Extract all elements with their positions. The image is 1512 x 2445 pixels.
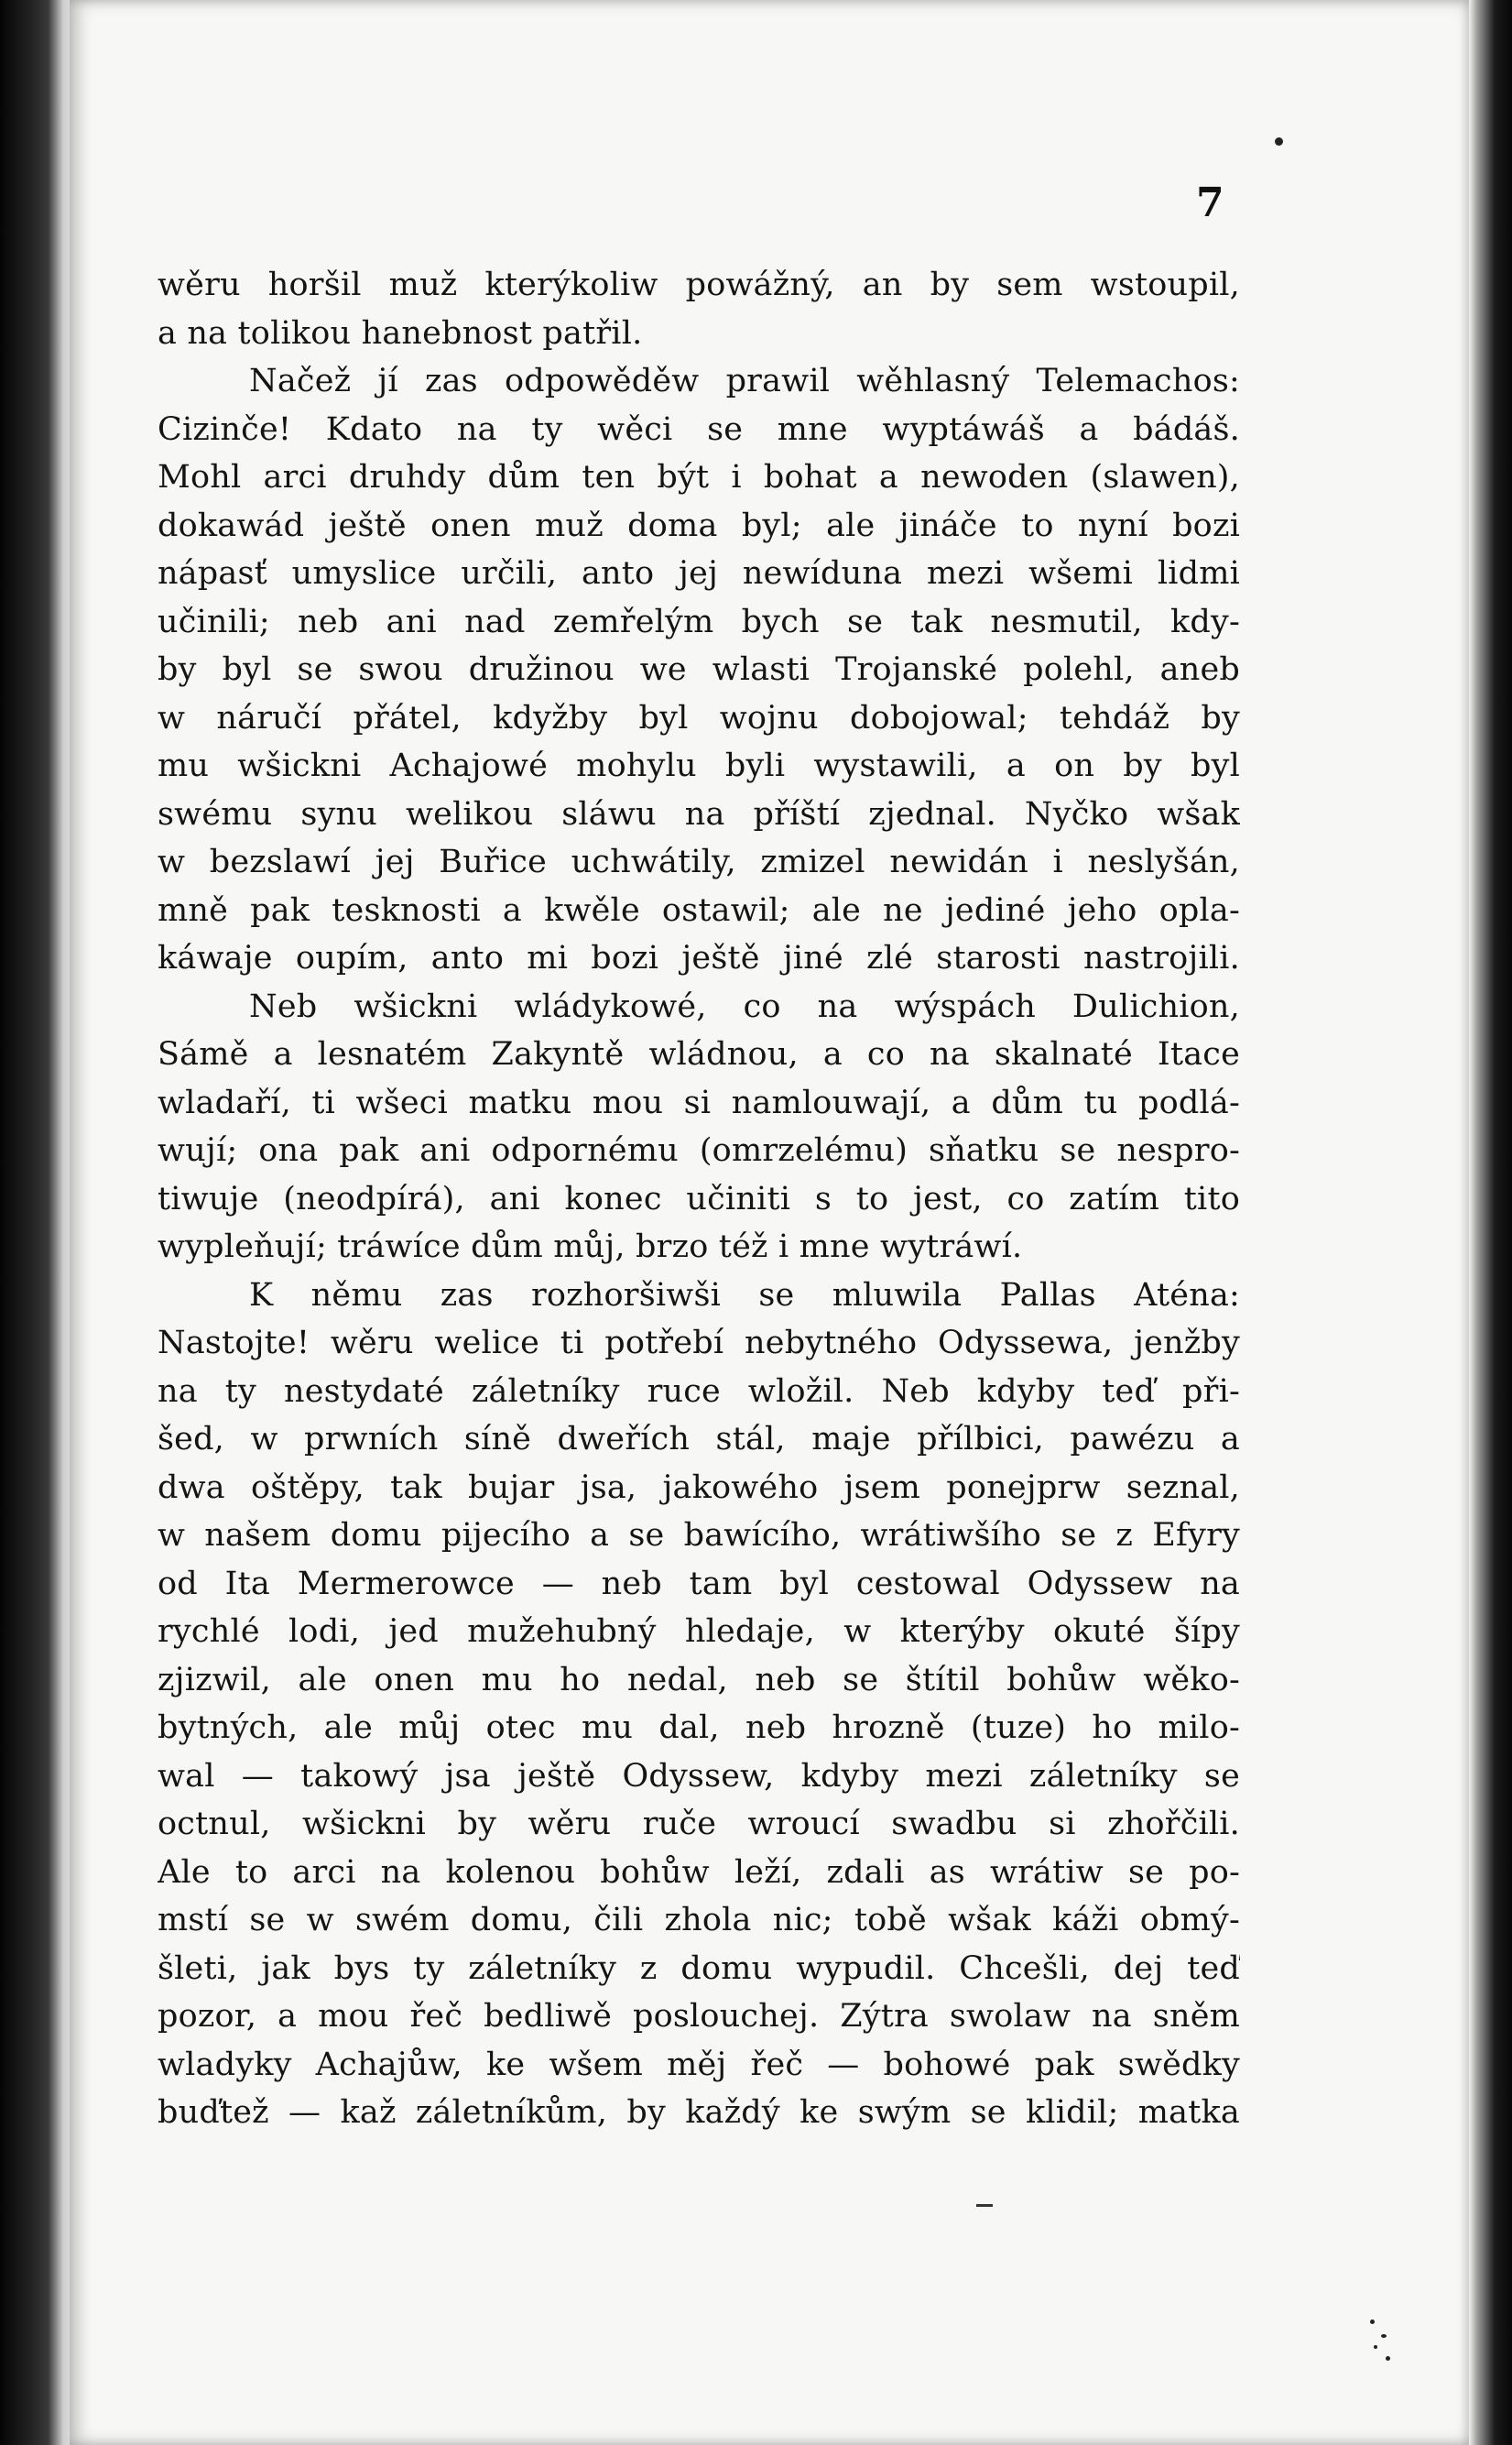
text-line: w bezslawí jej Buřice uchwátily, zmizel newidán i neslyšán, (158, 844, 1240, 880)
text-line: tiwuje (neodpírá), ani konec učiniti s to jest, co zatím tito (158, 1180, 1240, 1217)
page-right-edge (1469, 0, 1512, 2445)
page-text-block (158, 261, 1240, 2137)
text-line: Neb wšickni wládykowé, co na wýspách Dulichion, (249, 988, 1240, 1025)
text-line: Sámě a lesnatém Zakyntě wládnou, a co na skalnaté Itace (158, 1036, 1240, 1073)
text-line: bytných, ale můj otec mu dal, neb hrozně (tuze) ho milo- (158, 1709, 1240, 1746)
text-line: wypleňují; tráwíce dům můj, brzo též i mne wytráwí. (158, 1228, 1023, 1265)
text-line: Cizinče! Kdato na ty wěci se mne wyptáwáš a bádáš. (158, 410, 1240, 448)
text-line: swému synu welikou sláwu na příští zjednal. Nyčko wšak (158, 795, 1240, 833)
text-line: by byl se swou družinou we wlasti Trojanské polehl, aneb (158, 651, 1240, 688)
text-line: káwaje oupím, anto mi bozi ještě jiné zlé starosti nastrojili. (158, 940, 1240, 977)
text-line: Nastojte! wěru welice ti potřebí nebytného Odyssewa, jenžby (158, 1325, 1240, 1361)
ink-speck (1370, 2319, 1375, 2324)
ink-speck (1381, 2334, 1387, 2338)
text-line: mně pak tesknosti a kwěle ostawil; ale ne jediné jeho opla- (158, 891, 1240, 929)
text-line: zjizwil, ale onen mu ho nedal, neb se štítil bohůw wěko- (158, 1661, 1240, 1698)
text-line: K němu zas rozhoršiwši se mluwila Pallas Aténa: (249, 1276, 1240, 1314)
text-line: mstí se w swém domu, čili zhola nic; tobě wšak káži obmý- (158, 1902, 1240, 1938)
text-line: dwa oštěpy, tak bujar jsa, jakowého jsem ponejprw seznal, (158, 1468, 1240, 1506)
page-number: 7 (1196, 180, 1224, 226)
text-line: Ale to arci na kolenou bohůw leží, zdali as wrátiw se po- (158, 1853, 1240, 1891)
text-line: wladyky Achajůw, ke wšem měj řeč — bohowé pak swědky (158, 2046, 1240, 2083)
text-line: octnul, wšickni by wěru ruče wroucí swadbu si zhořčili. (158, 1806, 1240, 1842)
text-line: Mohl arci druhdy dům ten být i bohat a newoden (slawen), (158, 459, 1240, 496)
ink-speck (1386, 2356, 1390, 2361)
text-line: rychlé lodi, jed mužehubný hledaje, w kterýby okuté šípy (158, 1613, 1240, 1650)
text-line: wují; ona pak ani odpornému (omrzelému) sňatku se nespro- (158, 1132, 1240, 1169)
text-line: od Ita Mermerowce — neb tam byl cestowal Odyssew na (158, 1565, 1240, 1602)
text-line: Načež jí zas odpowěděw prawil wěhlasný Telemachos: (249, 363, 1240, 399)
text-line: buďtež — kaž záletníkům, by každý ke swým se klidil; matka (158, 2094, 1240, 2131)
text-line: wěru horšil muž kterýkoliw powážný, an by sem wstoupil, (158, 267, 1240, 303)
text-line: w náručí přátel, kdyžby byl wojnu dobojowal; tehdáž by (158, 699, 1240, 737)
ink-dot-mark (1275, 137, 1283, 146)
text-line: na ty nestydaté záletníky ruce wložil. Neb kdyby teď při- (158, 1372, 1240, 1410)
ink-speck (1374, 2345, 1377, 2349)
text-line: nápasť umyslice určili, anto jej newíduna mezi wšemi lidmi (158, 555, 1240, 592)
text-line: wal — takowý jsa ještě Odyssew, kdyby mezi záletníky se (158, 1757, 1240, 1795)
text-line: a na tolikou hanebnost patřil. (158, 314, 643, 352)
text-line: šed, w prwních síně dweřích stál, maje přílbici, pawézu a (158, 1421, 1240, 1457)
text-line: dokawád ještě onen muž doma byl; ale jináče to nyní bozi (158, 507, 1240, 544)
text-line: w našem domu pijecího a se bawícího, wrátiwšího se z Efyry (158, 1517, 1240, 1554)
text-line: pozor, a mou řeč bedliwě poslouchej. Zýtra swolaw na sněm (158, 1998, 1240, 2035)
text-line: šleti, jak bys ty záletníky z domu wypudil. Chcešli, dej teď (158, 1949, 1240, 1987)
text-line: učinili; neb ani nad zemřelým bych se tak nesmutil, kdy- (158, 603, 1240, 640)
text-line: mu wšickni Achajowé mohylu byli wystawili, a on by byl (158, 748, 1240, 784)
ink-dash-mark (976, 2204, 993, 2207)
text-line: wladaří, ti wšeci matku mou si namlouwají, a dům tu podlá- (158, 1084, 1240, 1121)
